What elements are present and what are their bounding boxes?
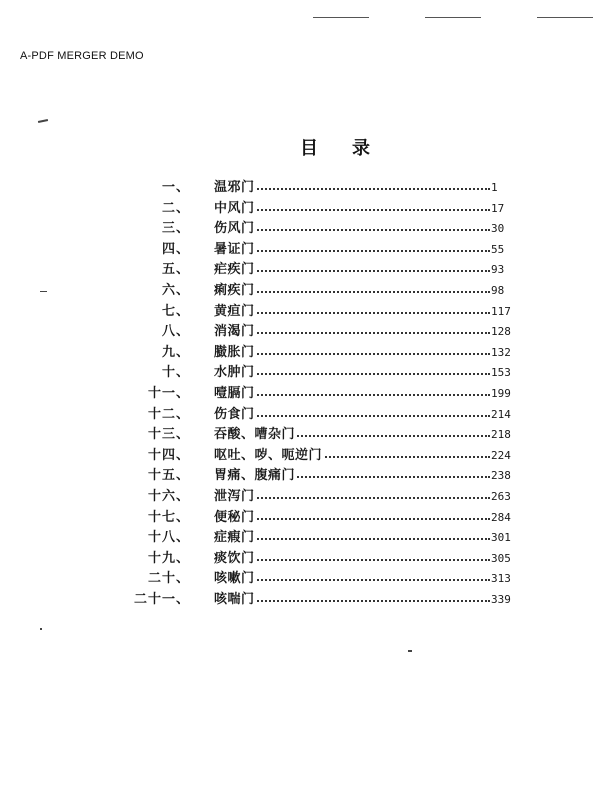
- toc-entry-number: 二、: [161, 200, 190, 216]
- toc-entry-title: 暑证门: [214, 240, 257, 260]
- toc-entry-number: 十一、: [147, 386, 190, 401]
- toc-entry-number: 十六、: [147, 489, 190, 504]
- toc-entry: [0, 466, 612, 486]
- toc-entry-number: 七、: [161, 303, 190, 319]
- toc-entry-title: 咳嗽门: [214, 569, 257, 589]
- toc-entry-title: 伤风门: [214, 219, 257, 239]
- toc-entry: [0, 302, 612, 322]
- toc-entry: [0, 178, 612, 198]
- toc-entry-page: 17: [490, 199, 504, 219]
- toc-entry-page: 117: [490, 302, 511, 322]
- toc-entry: [0, 343, 612, 363]
- toc-entry: [0, 549, 612, 569]
- toc-entry-page: 55: [490, 240, 504, 260]
- toc-entry-number: 五、: [161, 262, 190, 278]
- toc-entry-page: 339: [490, 590, 511, 610]
- toc-entry-title: 吞酸、嘈杂门: [214, 425, 297, 445]
- toc-entry-page: 199: [490, 384, 511, 404]
- toc-entry-number: 十七、: [147, 509, 190, 525]
- toc-entry-page: 301: [490, 528, 511, 548]
- toc-entry: [0, 405, 612, 425]
- toc-entry-title: 痰饮门: [214, 549, 257, 569]
- page-title: 目录: [300, 138, 404, 159]
- toc-entry: [0, 322, 612, 342]
- toc-entry-page: 305: [490, 549, 511, 569]
- toc-entry-title: 咳喘门: [214, 590, 257, 610]
- toc-entry-page: 98: [490, 281, 504, 301]
- toc-entry-number: 十三、: [147, 427, 190, 443]
- toc-entry-title: 泄泻门: [214, 487, 257, 507]
- header-rule-2: [425, 17, 481, 18]
- toc-entry-title: 臌胀门: [214, 343, 257, 363]
- toc-entry-number: 六、: [161, 283, 190, 298]
- toc-entry-title: 呕吐、哕、呃逆门: [214, 446, 324, 466]
- toc-entry-title: 黄疸门: [214, 302, 257, 322]
- toc-entry: [0, 199, 612, 219]
- toc-entry-page: 214: [490, 405, 511, 425]
- toc-entry-page: 132: [490, 343, 511, 363]
- header-rule-3: [537, 17, 593, 18]
- toc-entry: [0, 363, 612, 383]
- toc-entry-title: 症瘕门: [214, 528, 257, 548]
- watermark: A-PDF MERGER DEMO: [20, 50, 144, 62]
- toc-entry-title: 温邪门: [214, 178, 257, 198]
- toc-entry: [0, 590, 612, 610]
- toc-entry-page: 30: [490, 219, 504, 239]
- toc-entry-number: 二十一、: [133, 592, 190, 607]
- toc-entry-number: 十五、: [147, 468, 190, 484]
- toc-entry-page: 224: [490, 446, 511, 466]
- toc-entry: [0, 240, 612, 260]
- toc-entry-title: 伤食门: [214, 405, 257, 425]
- toc-entry-number: 十九、: [147, 550, 190, 566]
- toc-entry: [0, 281, 612, 301]
- toc-entry-page: 153: [490, 363, 511, 383]
- toc-entry-page: 128: [490, 322, 511, 342]
- toc-entry-number: 二十、: [147, 571, 190, 587]
- toc-entry: [0, 508, 612, 528]
- toc-entry-title: 噎膈门: [214, 384, 257, 404]
- toc-entry-number: 十四、: [147, 447, 190, 463]
- scan-speck: [40, 291, 47, 292]
- scan-speck: [38, 119, 48, 123]
- toc-entry: [0, 487, 612, 507]
- toc-entry-page: 218: [490, 425, 511, 445]
- toc-entry-number: 四、: [161, 241, 190, 257]
- toc-entry: [0, 384, 612, 404]
- toc-entry-page: 263: [490, 487, 511, 507]
- toc-entry: [0, 425, 612, 445]
- toc-entry: [0, 446, 612, 466]
- toc-entry-title: 胃痛、腹痛门: [214, 466, 297, 486]
- toc-entry-number: 十、: [161, 365, 190, 381]
- toc-entry-page: 238: [490, 466, 511, 486]
- toc-entry-number: 一、: [161, 180, 190, 195]
- scan-speck: [408, 650, 412, 652]
- scan-speck: [40, 628, 42, 630]
- toc-entry-title: 消渴门: [214, 322, 257, 342]
- toc-entry-title: 疟疾门: [214, 260, 257, 280]
- toc-entry: [0, 528, 612, 548]
- toc-entry-page: 93: [490, 260, 504, 280]
- toc-entry: [0, 569, 612, 589]
- toc-entry-title: 水肿门: [214, 363, 257, 383]
- toc-entry-page: 313: [490, 569, 511, 589]
- toc-entry-page: 1: [490, 178, 498, 198]
- toc-entry-number: 十八、: [147, 530, 190, 546]
- toc-entry-number: 十二、: [147, 406, 190, 422]
- toc-entry-number: 九、: [161, 344, 190, 360]
- toc-entry-number: 八、: [161, 324, 190, 340]
- toc-entry-title: 中风门: [214, 199, 257, 219]
- toc-entry-page: 284: [490, 508, 511, 528]
- header-rule-1: [313, 17, 369, 18]
- toc-entry-title: 痢疾门: [214, 281, 257, 301]
- toc-entry-number: 三、: [161, 221, 190, 237]
- toc-entry: [0, 260, 612, 280]
- toc-entry-title: 便秘门: [214, 508, 257, 528]
- toc-entry: [0, 219, 612, 239]
